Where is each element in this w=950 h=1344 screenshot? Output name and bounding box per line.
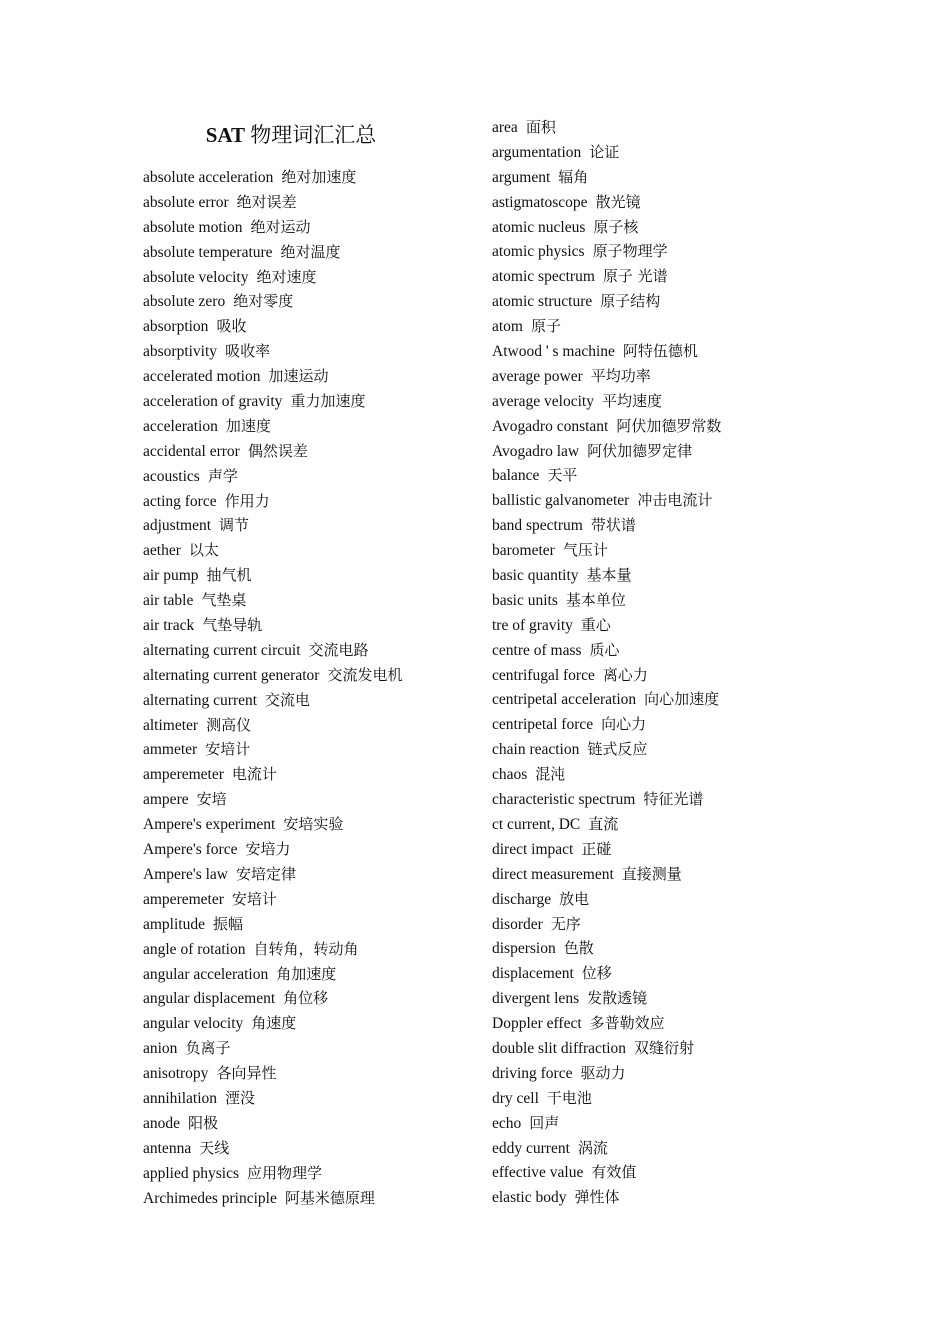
term-english: average power xyxy=(492,367,583,385)
vocab-entry xyxy=(143,663,402,688)
term-english: angle of rotation xyxy=(143,940,246,958)
term-english: average velocity xyxy=(492,392,594,410)
vocab-entry xyxy=(492,1036,721,1061)
term-english: argument xyxy=(492,168,551,186)
term-english: astigmatoscope xyxy=(492,193,588,211)
vocab-entry xyxy=(143,762,402,787)
term-chinese: 角加速度 xyxy=(276,964,337,983)
vocab-entry xyxy=(143,912,402,937)
page-title-en: SAT xyxy=(205,123,246,147)
vocab-entry xyxy=(143,887,402,912)
term-chinese: 吸收率 xyxy=(225,342,271,361)
term-chinese: 直流 xyxy=(588,814,619,833)
term-english: aether xyxy=(143,542,181,560)
term-english: double slit diffraction xyxy=(492,1039,627,1057)
term-chinese: 发散透镜 xyxy=(587,989,648,1008)
term-chinese: 论证 xyxy=(589,142,620,161)
term-english: direct measurement xyxy=(492,865,614,883)
term-english: driving force xyxy=(492,1064,573,1082)
vocab-entry xyxy=(492,115,721,140)
term-chinese: 抽气机 xyxy=(206,566,252,585)
term-english: absolute acceleration xyxy=(143,169,274,186)
term-chinese: 基本单位 xyxy=(565,590,626,609)
term-english: acceleration of gravity xyxy=(143,393,283,411)
term-chinese: 安培 xyxy=(196,790,227,809)
vocab-entry xyxy=(143,962,402,987)
term-english: centrifugal force xyxy=(492,666,595,684)
term-chinese: 绝对速度 xyxy=(256,267,317,286)
term-chinese: 有效值 xyxy=(591,1163,637,1182)
term-chinese: 辐角 xyxy=(558,167,589,186)
vocab-entry xyxy=(492,239,721,264)
term-chinese: 质心 xyxy=(589,640,620,659)
term-english: anion xyxy=(143,1040,178,1058)
term-chinese: 吸收 xyxy=(216,317,247,336)
term-chinese: 正碰 xyxy=(581,839,612,858)
term-english: absolute zero xyxy=(143,293,226,311)
term-english: Archimedes principle xyxy=(143,1189,277,1207)
term-chinese: 干电池 xyxy=(546,1088,592,1107)
term-chinese: 应用物理学 xyxy=(247,1163,323,1182)
vocab-entry xyxy=(143,1161,402,1186)
term-english: eddy current xyxy=(492,1139,570,1157)
vocab-entry xyxy=(492,1111,721,1136)
term-chinese: 基本量 xyxy=(586,566,632,585)
vocab-entry xyxy=(492,712,721,737)
vocab-entry xyxy=(143,464,402,489)
term-english: balance xyxy=(492,467,540,485)
term-english: acoustics xyxy=(143,467,200,485)
term-chinese: 位移 xyxy=(581,964,612,983)
vocab-entry xyxy=(492,687,721,712)
term-english: displacement xyxy=(492,965,574,983)
term-english: amperemeter xyxy=(143,766,224,784)
term-chinese: 交流电路 xyxy=(308,640,369,659)
vocab-entry xyxy=(492,463,721,488)
term-chinese: 阿特伍德机 xyxy=(622,342,698,361)
term-english: atomic nucleus xyxy=(492,218,586,236)
vocab-entry xyxy=(143,713,402,738)
term-chinese: 角位移 xyxy=(283,989,329,1008)
vocab-entry xyxy=(492,1086,721,1111)
term-english: angular acceleration xyxy=(143,965,269,983)
vocab-entry xyxy=(143,1036,402,1061)
term-english: acceleration xyxy=(143,417,218,435)
vocab-entry xyxy=(143,1186,402,1211)
vocab-entry xyxy=(492,364,721,389)
term-english: applied physics xyxy=(143,1164,239,1182)
vocab-entry xyxy=(492,1160,721,1185)
term-chinese: 面积 xyxy=(525,118,556,136)
vocab-entry xyxy=(143,1111,402,1136)
vocab-entry xyxy=(492,190,721,215)
term-english: divergent lens xyxy=(492,990,580,1008)
term-english: Doppler effect xyxy=(492,1015,582,1033)
term-english: argumentation xyxy=(492,143,582,161)
term-chinese: 双缝衍射 xyxy=(634,1038,695,1057)
term-english: absorption xyxy=(143,318,209,336)
term-english: altimeter xyxy=(143,716,199,734)
term-chinese: 阿基米德原理 xyxy=(284,1188,375,1207)
term-english: alternating current circuit xyxy=(143,641,301,659)
vocab-entry xyxy=(492,264,721,289)
vocab-entry xyxy=(143,289,402,314)
vocab-entry xyxy=(492,787,721,812)
term-chinese: 加速运动 xyxy=(268,367,329,386)
vocab-entry xyxy=(492,165,721,190)
term-chinese: 调节 xyxy=(219,516,250,535)
term-chinese: 绝对温度 xyxy=(280,242,341,261)
term-chinese: 原子核 xyxy=(593,217,639,236)
term-english: basic units xyxy=(492,591,558,609)
term-english: centre of mass xyxy=(492,641,582,659)
term-chinese: 重心 xyxy=(580,615,611,634)
term-english: air table xyxy=(143,592,194,610)
term-english: atom xyxy=(492,318,523,336)
vocab-entry xyxy=(492,314,721,339)
term-english: anisotropy xyxy=(143,1065,209,1083)
term-chinese: 绝对运动 xyxy=(250,217,311,236)
term-english: angular velocity xyxy=(143,1015,244,1033)
term-chinese: 阿伏加德罗定律 xyxy=(587,441,693,460)
term-english: ampere xyxy=(143,791,189,809)
term-english: dispersion xyxy=(492,940,556,958)
term-english: absolute temperature xyxy=(143,243,273,261)
vocab-entry xyxy=(143,364,402,389)
term-chinese: 交流电 xyxy=(265,690,311,709)
term-english: basic quantity xyxy=(492,567,579,585)
term-chinese: 原子 xyxy=(531,317,562,336)
vocab-entry xyxy=(143,538,402,563)
vocab-entry xyxy=(492,588,721,613)
term-english: Avogadro constant xyxy=(492,417,609,435)
term-english: disorder xyxy=(492,915,543,933)
vocab-entry xyxy=(143,439,402,464)
term-english: absolute error xyxy=(143,193,229,211)
term-chinese: 阿伏加德罗常数 xyxy=(616,416,722,435)
page-title xyxy=(143,120,439,150)
term-chinese: 气垫桌 xyxy=(201,591,247,610)
term-chinese: 气垫导轨 xyxy=(202,616,263,635)
vocab-entry xyxy=(143,414,402,439)
term-english: band spectrum xyxy=(492,517,583,535)
vocab-entry xyxy=(143,937,402,962)
term-chinese: 振幅 xyxy=(213,914,244,933)
term-chinese: 散光镜 xyxy=(595,192,641,211)
vocab-entry xyxy=(143,837,402,862)
term-english: alternating current xyxy=(143,691,258,709)
term-chinese: 直接测量 xyxy=(621,864,682,883)
term-chinese: 以太 xyxy=(188,541,219,560)
term-english: Atwood ' s machine xyxy=(492,343,615,361)
term-english: discharge xyxy=(492,890,552,908)
term-chinese: 弹性体 xyxy=(574,1188,620,1207)
term-chinese: 原子物理学 xyxy=(592,242,668,261)
term-chinese: 角速度 xyxy=(251,1014,297,1033)
term-chinese: 离心力 xyxy=(602,665,648,684)
vocab-entry xyxy=(492,538,721,563)
vocab-entry xyxy=(492,737,721,762)
term-english: amperemeter xyxy=(143,890,224,908)
vocab-entry xyxy=(143,489,402,514)
term-chinese: 绝对误差 xyxy=(236,192,297,211)
vocabulary-column-left xyxy=(143,165,402,1210)
vocab-entry xyxy=(492,389,721,414)
vocabulary-column-right xyxy=(492,115,721,1210)
term-english: Avogadro law xyxy=(492,442,580,460)
term-english: absolute velocity xyxy=(143,268,249,286)
term-chinese: 放电 xyxy=(559,889,590,908)
term-chinese: 原子 光谱 xyxy=(602,267,668,286)
vocab-entry xyxy=(492,961,721,986)
vocab-entry xyxy=(492,837,721,862)
term-chinese: 安培定律 xyxy=(236,864,297,883)
term-english: area xyxy=(492,119,518,136)
term-english: adjustment xyxy=(143,517,212,535)
vocab-entry xyxy=(143,613,402,638)
term-chinese: 回声 xyxy=(529,1113,560,1132)
term-chinese: 各向异性 xyxy=(216,1064,277,1083)
vocab-entry xyxy=(492,563,721,588)
term-chinese: 湮没 xyxy=(225,1088,256,1107)
vocab-entry xyxy=(143,240,402,265)
term-chinese: 无序 xyxy=(550,914,581,933)
vocab-entry xyxy=(143,812,402,837)
vocab-entry xyxy=(492,289,721,314)
vocab-entry xyxy=(143,737,402,762)
vocab-entry xyxy=(492,1136,721,1161)
term-english: direct impact xyxy=(492,840,574,858)
term-chinese: 涡流 xyxy=(577,1138,608,1157)
vocab-entry xyxy=(143,339,402,364)
vocab-entry xyxy=(143,190,402,215)
vocab-entry xyxy=(492,140,721,165)
vocab-entry xyxy=(492,912,721,937)
term-chinese: 声学 xyxy=(207,466,238,485)
term-english: chain reaction xyxy=(492,741,580,759)
term-english: atomic structure xyxy=(492,293,593,311)
vocab-entry xyxy=(492,762,721,787)
term-chinese: 偶然误差 xyxy=(247,441,308,460)
term-chinese: 天线 xyxy=(199,1138,230,1157)
term-english: centripetal force xyxy=(492,716,594,734)
vocab-entry xyxy=(492,1185,721,1210)
vocab-entry xyxy=(492,638,721,663)
term-english: ballistic galvanometer xyxy=(492,492,630,510)
term-english: alternating current generator xyxy=(143,666,320,684)
term-english: centripetal acceleration xyxy=(492,691,637,709)
vocab-entry xyxy=(492,812,721,837)
term-chinese: 安培力 xyxy=(245,840,291,859)
vocab-entry xyxy=(143,862,402,887)
vocab-entry xyxy=(143,1136,402,1161)
vocab-entry xyxy=(143,389,402,414)
term-chinese: 平均功率 xyxy=(590,366,651,385)
term-chinese: 气压计 xyxy=(562,541,608,560)
term-english: absorptivity xyxy=(143,343,218,361)
vocab-entry xyxy=(492,339,721,364)
vocab-entry xyxy=(492,1011,721,1036)
vocab-entry xyxy=(492,414,721,439)
term-english: acting force xyxy=(143,492,217,510)
vocab-entry xyxy=(143,165,402,190)
vocab-entry xyxy=(492,613,721,638)
vocab-entry xyxy=(143,787,402,812)
term-chinese: 阳极 xyxy=(188,1113,219,1132)
term-chinese: 多普勒效应 xyxy=(589,1014,665,1033)
vocab-entry xyxy=(492,513,721,538)
vocab-entry xyxy=(492,215,721,240)
term-english: echo xyxy=(492,1114,522,1132)
vocab-entry xyxy=(143,563,402,588)
term-english: barometer xyxy=(492,542,555,560)
term-chinese: 驱动力 xyxy=(580,1063,626,1082)
term-chinese: 冲击电流计 xyxy=(637,491,713,510)
term-chinese: 原子结构 xyxy=(600,292,661,311)
term-chinese: 电流计 xyxy=(231,765,277,784)
page-title-zh: 物理词汇汇总 xyxy=(250,123,377,147)
term-english: atomic spectrum xyxy=(492,268,595,286)
term-chinese: 自转角，转动角 xyxy=(253,939,359,958)
term-chinese: 安培计 xyxy=(205,740,251,759)
vocab-entry xyxy=(143,638,402,663)
term-english: accidental error xyxy=(143,442,240,460)
vocab-entry xyxy=(143,588,402,613)
term-chinese: 作用力 xyxy=(224,491,270,510)
term-english: atomic physics xyxy=(492,243,585,261)
term-english: Ampere's force xyxy=(143,841,238,859)
term-english: characteristic spectrum xyxy=(492,791,636,809)
term-chinese: 测高仪 xyxy=(206,715,252,734)
vocab-entry xyxy=(492,936,721,961)
vocab-entry xyxy=(143,1061,402,1086)
vocab-entry xyxy=(143,986,402,1011)
term-chinese: 交流发电机 xyxy=(327,665,403,684)
term-english: effective value xyxy=(492,1164,584,1182)
term-chinese: 色散 xyxy=(563,939,594,958)
term-chinese: 负离子 xyxy=(185,1039,231,1058)
term-chinese: 天平 xyxy=(547,466,578,485)
term-chinese: 链式反应 xyxy=(587,740,648,759)
term-chinese: 带状谱 xyxy=(590,516,636,535)
term-chinese: 混沌 xyxy=(535,765,566,784)
term-english: air track xyxy=(143,617,195,635)
vocab-entry xyxy=(492,986,721,1011)
term-english: anode xyxy=(143,1114,181,1132)
vocab-entry xyxy=(143,1086,402,1111)
term-english: chaos xyxy=(492,766,528,784)
vocab-entry xyxy=(492,439,721,464)
term-english: ct current, DC xyxy=(492,815,581,833)
term-chinese: 绝对加速度 xyxy=(281,168,357,186)
vocab-entry xyxy=(143,688,402,713)
term-english: absolute motion xyxy=(143,218,243,236)
vocab-entry xyxy=(492,488,721,513)
term-chinese: 绝对零度 xyxy=(233,292,294,311)
term-chinese: 加速度 xyxy=(225,416,271,435)
term-english: Ampere's experiment xyxy=(143,816,276,834)
term-english: dry cell xyxy=(492,1089,539,1107)
term-chinese: 特征光谱 xyxy=(643,790,704,809)
term-english: angular displacement xyxy=(143,990,276,1008)
term-chinese: 安培计 xyxy=(231,889,277,908)
term-chinese: 向心力 xyxy=(601,715,647,734)
vocab-entry xyxy=(143,1011,402,1036)
vocab-entry xyxy=(143,215,402,240)
term-english: accelerated motion xyxy=(143,368,261,386)
term-chinese: 安培实验 xyxy=(283,815,344,834)
term-english: ammeter xyxy=(143,741,198,759)
term-english: amplitude xyxy=(143,915,205,933)
term-english: tre of gravity xyxy=(492,616,573,634)
term-english: Ampere's law xyxy=(143,865,229,883)
vocab-entry xyxy=(143,314,402,339)
vocab-entry xyxy=(492,887,721,912)
term-english: antenna xyxy=(143,1139,192,1157)
term-english: annihilation xyxy=(143,1089,218,1107)
vocab-entry xyxy=(143,265,402,290)
vocab-entry xyxy=(143,513,402,538)
term-english: air pump xyxy=(143,567,199,585)
term-english: elastic body xyxy=(492,1189,567,1207)
term-chinese: 平均速度 xyxy=(601,391,662,410)
term-chinese: 向心加速度 xyxy=(644,690,720,709)
vocab-entry xyxy=(492,1061,721,1086)
vocab-entry xyxy=(492,663,721,688)
vocab-entry xyxy=(492,862,721,887)
term-chinese: 重力加速度 xyxy=(290,392,366,411)
